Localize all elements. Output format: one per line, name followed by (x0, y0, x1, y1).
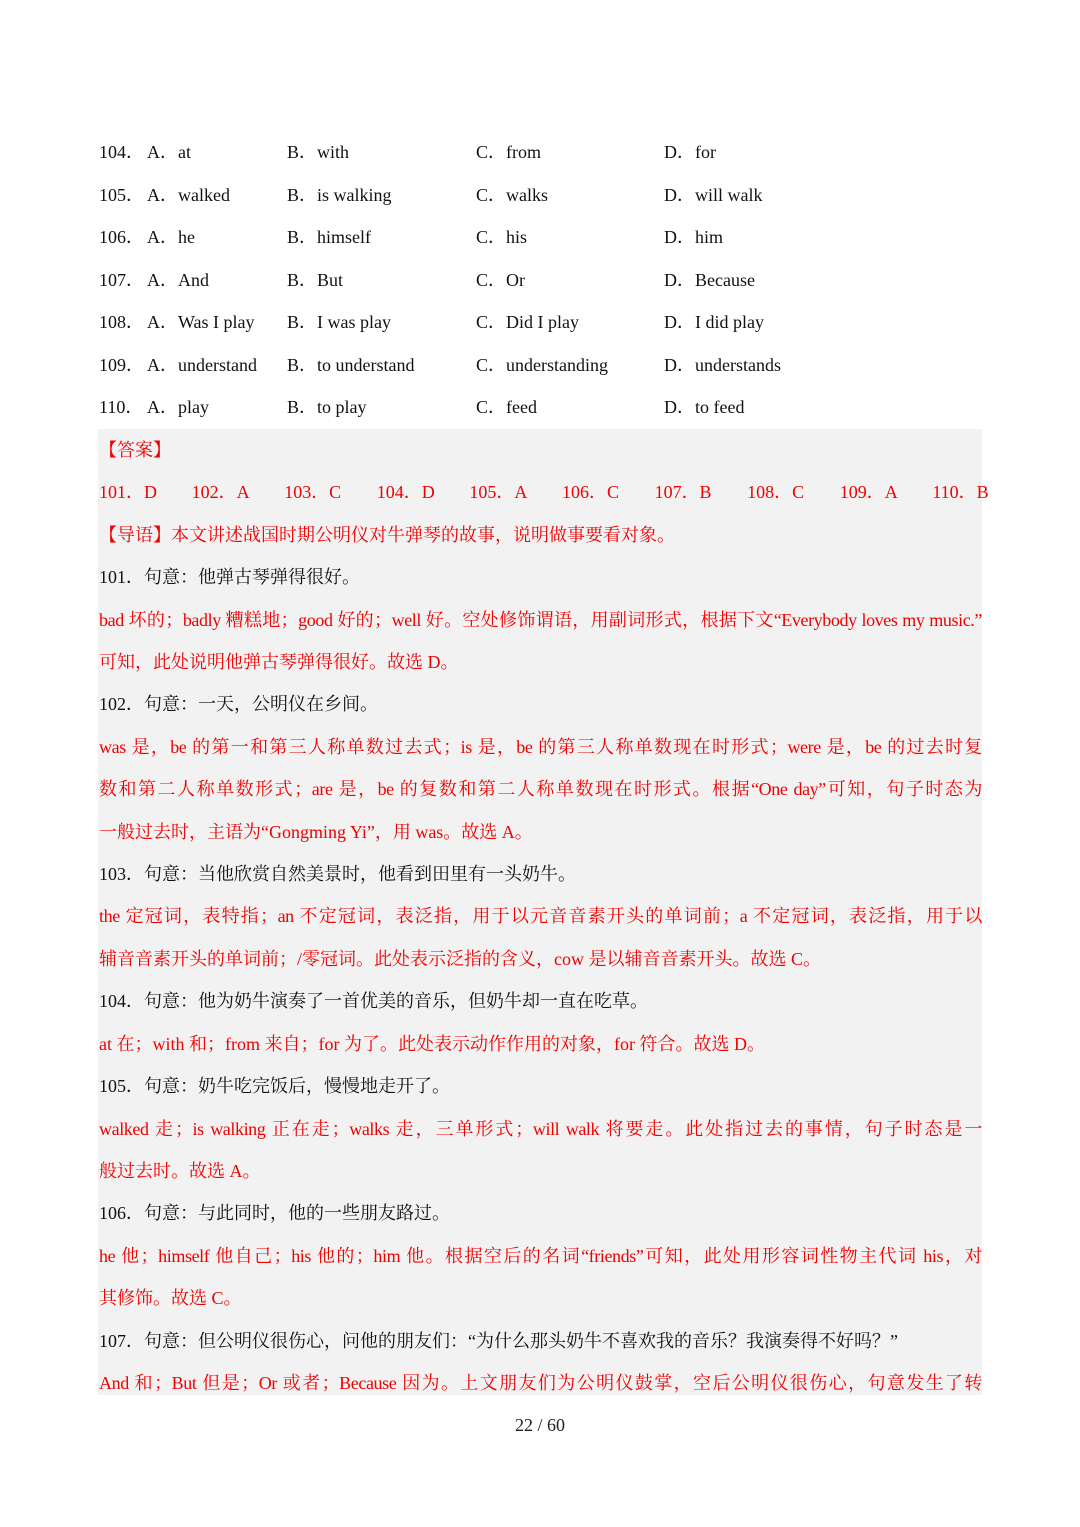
option-text: Or (506, 269, 526, 290)
option-label: D． (664, 184, 695, 205)
option-text: I did play (695, 312, 764, 332)
option-d (664, 216, 723, 259)
option-a (147, 216, 195, 259)
explanation-line: he 他；himself 他自己；his 他的；him 他。根据空后的名词“friends”可知，此处用形容词性物主代词 his，对 (99, 1245, 982, 1266)
explanation-line: 其修饰。故选 C。 (99, 1288, 242, 1309)
option-text: play (178, 397, 209, 417)
question-translation: 106．句意：与此同时，他的一些朋友路过。 (99, 1203, 450, 1224)
option-a (147, 259, 209, 302)
option-d (664, 174, 763, 217)
question-number: 110． (99, 397, 144, 417)
explanation-line: was 是，be 的第一和第三人称单数过去式；is 是，be 的第三人称单数现在时形式；were 是，be 的过去时复 (99, 736, 982, 757)
option-c (476, 216, 527, 259)
option-label: C． (476, 354, 507, 375)
option-a (147, 344, 257, 387)
option-c (476, 386, 537, 429)
option-text: will walk (695, 184, 763, 205)
option-label: A． (147, 227, 178, 247)
answer-key-item: 105．A (469, 482, 528, 503)
option-label: C． (476, 397, 507, 417)
option-label: A． (147, 184, 178, 205)
question-translation: 104．句意：他为奶牛演奏了一首优美的音乐，但奶牛却一直在吃草。 (99, 991, 648, 1012)
option-c (476, 131, 541, 174)
option-text: understanding (506, 354, 608, 375)
option-label: B． (287, 312, 318, 332)
option-label: B． (287, 269, 318, 290)
answer-key-item: 104．D (376, 482, 435, 503)
answer-section (99, 429, 989, 1404)
option-b (287, 344, 415, 387)
option-label: D． (664, 269, 695, 290)
option-text: Did I play (506, 312, 579, 332)
option-d (664, 344, 781, 387)
question-number: 106． (99, 227, 144, 247)
option-label: D． (664, 142, 695, 162)
option-text: understand (178, 354, 257, 375)
option-b (287, 174, 392, 217)
explanation-line: bad 坏的；badly 糟糕地；good 好的；well 好。空处修饰谓语，用副词形式，根据下文“Everybody loves my music.” (99, 609, 982, 630)
question-number: 107． (99, 269, 144, 290)
answer-heading: 【答案】 (99, 440, 171, 460)
option-text: Because (695, 269, 755, 290)
question-number: 105． (99, 184, 144, 205)
option-c (476, 174, 548, 217)
option-label: B． (287, 142, 318, 162)
question-number: 109． (99, 354, 144, 375)
option-text: I was play (317, 312, 391, 332)
option-a (147, 301, 255, 344)
option-text: to play (317, 397, 367, 417)
option-label: A． (147, 354, 178, 375)
answer-key-item: 110．B (932, 482, 989, 503)
option-text: him (695, 227, 724, 247)
answer-key-item: 109．A (839, 482, 898, 503)
explanation-line: 可知，此处说明他弹古琴弹得很好。故选 D。 (99, 652, 459, 673)
answer-key-item: 103．C (284, 482, 342, 503)
answer-key-item: 106．C (561, 482, 619, 503)
question-translation: 107．句意：但公明仪很伤心，问他的朋友们：“为什么那头奶牛不喜欢我的音乐？我演奏得不好吗？” (99, 1330, 898, 1351)
intro-text: 【导语】本文讲述战国时期公明仪对牛弹琴的故事，说明做事要看对象。 (99, 524, 675, 545)
question-number: 104． (99, 142, 144, 162)
option-d (664, 259, 755, 302)
option-c (476, 301, 579, 344)
option-a (147, 131, 191, 174)
option-label: D． (664, 312, 695, 332)
option-label: B． (287, 184, 318, 205)
option-label: A． (147, 312, 178, 332)
explanation-line: the 定冠词，表特指；an 不定冠词，表泛指，用于以元音音素开头的单词前；a 不定冠词，表泛指，用于以 (99, 906, 982, 927)
option-text: walked (178, 184, 230, 205)
answer-key (99, 471, 989, 513)
option-text: feed (506, 397, 537, 417)
question-translation: 103．句意：当他欣赏自然美景时，他看到田里有一头奶牛。 (99, 864, 576, 885)
option-text: is walking (317, 184, 392, 205)
question-translation: 101．句意：他弹古琴弹得很好。 (99, 567, 360, 588)
question-translation: 102．句意：一天，公明仪在乡间。 (99, 694, 378, 715)
option-text: for (695, 142, 716, 162)
option-text: But (317, 269, 344, 290)
option-row (0, 344, 1080, 387)
option-b (287, 259, 343, 302)
option-text: his (506, 227, 528, 247)
option-label: B． (287, 354, 318, 375)
option-text: And (178, 269, 209, 290)
explanation-line: at 在；with 和；from 来自；for 为了。此处表示动作作用的对象，for 符合。故选 D。 (99, 1033, 765, 1054)
option-b (287, 131, 349, 174)
option-row (0, 386, 1080, 429)
option-label: D． (664, 354, 695, 375)
option-a (147, 174, 230, 217)
option-text: from (506, 142, 542, 162)
option-b (287, 301, 391, 344)
option-label: A． (147, 142, 178, 162)
option-d (664, 386, 744, 429)
option-row (0, 301, 1080, 344)
option-label: C． (476, 269, 507, 290)
option-label: A． (147, 397, 178, 417)
option-text: Was I play (178, 312, 255, 332)
page-number: 22 / 60 (514, 1415, 565, 1435)
option-c (476, 344, 608, 387)
option-row (0, 131, 1080, 174)
option-label: A． (147, 269, 178, 290)
option-label: C． (476, 184, 507, 205)
option-label: C． (476, 142, 507, 162)
explanation-line: 数和第二人称单数形式；are 是，be 的复数和第二人称单数现在时形式。根据“One day”可知，句子时态为 (99, 779, 982, 800)
explanation-line: And 和；But 但是；Or 或者；Because 因为。上文朋友们为公明仪鼓掌，空后公明仪很伤心，句意发生了转 (99, 1372, 982, 1393)
option-label: B． (287, 227, 318, 247)
option-text: to feed (695, 397, 745, 417)
option-label: B． (287, 397, 318, 417)
option-d (664, 301, 764, 344)
option-a (147, 386, 209, 429)
option-b (287, 216, 371, 259)
explanation-line: walked 走；is walking 正在走；walks 走，三单形式；will walk 将要走。此处指过去的事情，句子时态是一 (99, 1118, 982, 1139)
option-row (0, 259, 1080, 302)
option-row (0, 216, 1080, 259)
explanation-line: 辅音音素开头的单词前；/零冠词。此处表示泛指的含义，cow 是以辅音音素开头。故选 C。 (99, 948, 821, 969)
option-c (476, 259, 525, 302)
answer-key-item: 101．D (99, 482, 157, 503)
option-text: with (317, 142, 350, 162)
option-label: D． (664, 227, 695, 247)
explanation-line: 般过去时。故选 A。 (99, 1160, 261, 1181)
answer-key-item: 107．B (654, 482, 712, 503)
option-text: understands (695, 354, 781, 375)
option-label: C． (476, 227, 507, 247)
option-label: D． (664, 397, 695, 417)
option-row (0, 174, 1080, 217)
option-text: at (178, 142, 191, 162)
option-text: to understand (317, 354, 415, 375)
option-b (287, 386, 367, 429)
option-text: walks (506, 184, 549, 205)
question-number: 108． (99, 312, 144, 332)
question-translation: 105．句意：奶牛吃完饭后，慢慢地走开了。 (99, 1076, 450, 1097)
answer-key-item: 102．A (191, 482, 250, 503)
explanation-line: 一般过去时，主语为“Gongming Yi”，用 was。故选 A。 (99, 821, 533, 842)
option-d (664, 131, 716, 174)
option-text: himself (317, 227, 372, 247)
option-label: C． (476, 312, 507, 332)
option-text: he (178, 227, 195, 247)
answer-key-item: 108．C (747, 482, 805, 503)
